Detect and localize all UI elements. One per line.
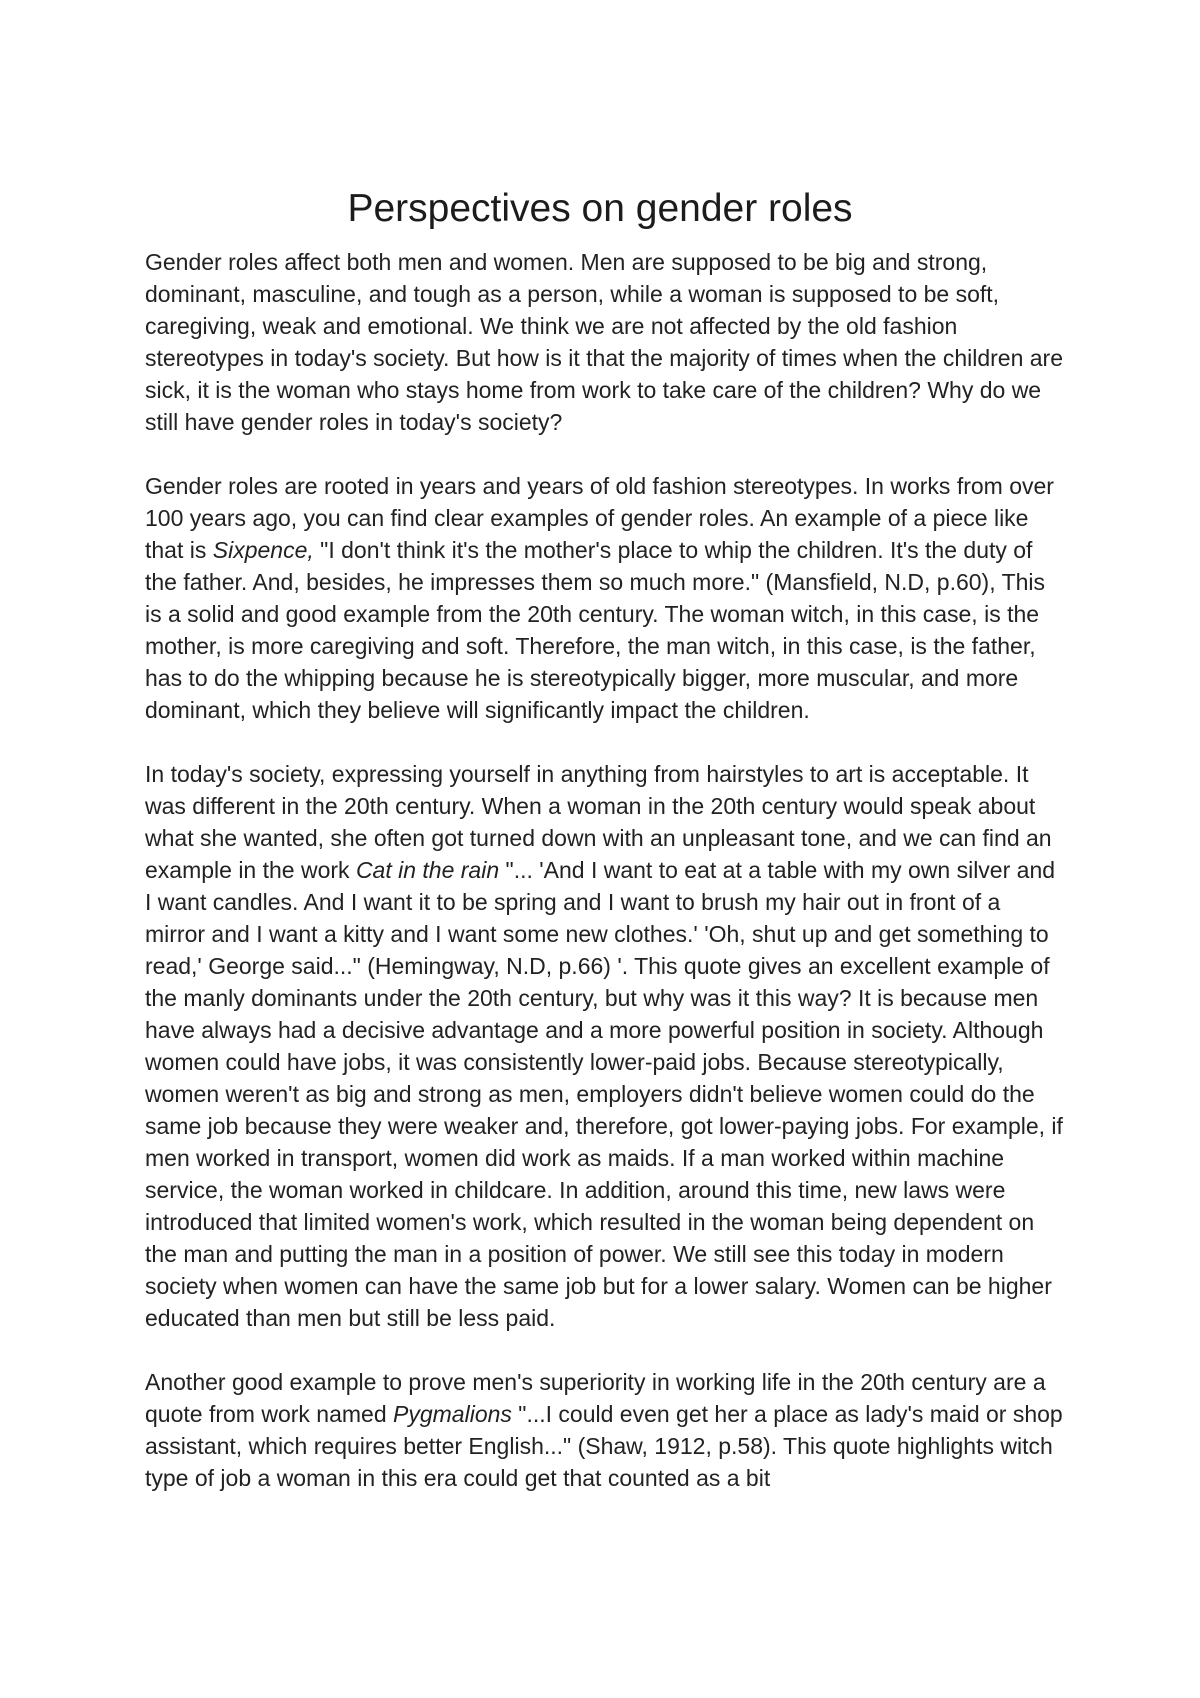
paragraph-text-before: In today's society, expressing yourself in anything from hairstyles to art is acceptable. It was different in the 20th century. When a woman in the 20th century would speak about what she wanted, she often got turned down with an unpleasant tone, and we can find an example in the work bbox=[145, 761, 1052, 883]
work-title-cat-in-the-rain: Cat in the rain bbox=[355, 857, 500, 883]
paragraph-text-after: "I don't think it's the mother's place to whip the children. It's the duty of the father. And, besides, he impresses them so much more." (Mansfield, N.D, p.60), This is a solid and good example from the 20th century. The woman witch, in this case, is the mother, is more caregiving and soft. Therefore, the man witch, in this case, is the father, has to do the whipping because he is stereotypically bigger, more muscular, and more dominant, which they believe will significantly impact the children. bbox=[145, 537, 1046, 723]
paragraph-pygmalions bbox=[145, 1366, 1065, 1494]
document-body bbox=[145, 246, 1065, 1494]
work-title-sixpence: Sixpence, bbox=[212, 537, 314, 563]
paragraph-text: Gender roles affect both men and women. Men are supposed to be big and strong, dominant, masculine, and tough as a person, while a woman is supposed to be soft, caregiving, weak and emotional. We think we are not affected by the old fashion stereotypes in today's society. But how is it that the majority of times when the children are sick, it is the woman who stays home from work to take care of the children? Why do we still have gender roles in today's society? bbox=[145, 249, 1064, 435]
document-title: Perspectives on gender roles bbox=[347, 187, 853, 230]
paragraph-cat-in-the-rain bbox=[145, 758, 1065, 1334]
paragraph-intro bbox=[145, 246, 1065, 438]
paragraph-sixpence bbox=[145, 470, 1065, 726]
paragraph-text-after: "... 'And I want to eat at a table with my own silver and I want candles. And I want it to be spring and I want to brush my hair out in front of a mirror and I want a kitty and I want some new clothes.' 'Oh, shut up and get something to read,' George said..." (Hemingway, N.D, p.66) '. This quote gives an excellent example of the manly dominants under the 20th century, but why was it this way? It is because men have always had a decisive advantage and a more powerful position in society. Although women could have jobs, it was consistently lower-paid jobs. Because stereotypically, women weren't as big and strong as men, employers didn't believe women could do the same job because they were weaker and, therefore, got lower-paying jobs. For example, if men worked in transport, women did work as maids. If a man worked within machine service, the woman worked in childcare. In addition, around this time, new laws were introduced that limited women's work, which resulted in the woman being dependent on the man and putting the man in a position of power. We still see this today in modern society when women can have the same job but for a lower salary. Women can be higher educated than men but still be less paid. bbox=[145, 857, 1063, 1331]
paragraph-text-before: Another good example to prove men's superiority in working life in the 20th century are a quote from work named bbox=[145, 1369, 1046, 1427]
work-title-pygmalions: Pygmalions bbox=[393, 1401, 512, 1427]
paragraph-text-before: Gender roles are rooted in years and years of old fashion stereotypes. In works from over 100 years ago, you can find clear examples of gender roles. An example of a piece like that is bbox=[145, 473, 1054, 563]
paragraph-text-after: "...I could even get her a place as lady's maid or shop assistant, which requires better English..." (Shaw, 1912, p.58). This quote highlights witch type of job a woman in this era could get that counted as a bit bbox=[145, 1401, 1063, 1491]
